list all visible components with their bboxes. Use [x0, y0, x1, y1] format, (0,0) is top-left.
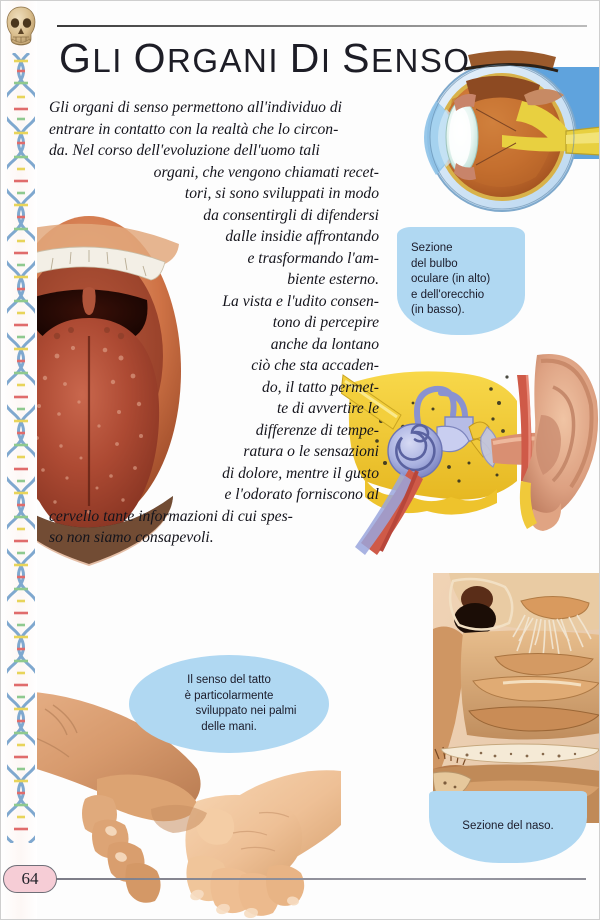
callout-line: Sezione del naso.	[462, 820, 554, 833]
body-line: entrare in contatto con la realtà che lo circon-	[49, 120, 339, 138]
callout-line: sviluppato nei palmi	[195, 705, 297, 717]
body-line: cervello tante informazioni di cui spes-	[49, 507, 293, 525]
body-line: ciò che sta accaden-	[251, 357, 379, 374]
page-number-badge: 64	[3, 865, 57, 893]
body-line: da. Nel corso dell'evoluzione dell'uomo tali	[49, 142, 320, 159]
body-line: do, il tatto permet-	[262, 378, 379, 396]
body-line: ratura o le sensazioni	[243, 443, 379, 460]
dna-helix-icon	[7, 53, 35, 843]
body-line: anche da lontano	[270, 335, 379, 353]
ear-cross-section-illustration	[341, 331, 600, 566]
body-line: da consentirgli di difendersi	[203, 206, 379, 224]
body-line: La vista e l'udito consen-	[222, 292, 379, 310]
body-line: di dolore, mentre il gusto	[222, 464, 379, 482]
callout-senso-del-tatto	[129, 655, 329, 753]
callout-line: oculare (in alto)	[411, 273, 491, 285]
body-line: so non siamo consapevoli.	[49, 529, 214, 546]
page-title: GLI ORGANI DI SENSO	[59, 35, 471, 81]
skull-icon	[4, 4, 38, 48]
article-body	[49, 97, 379, 549]
body-line: e trasformando l'am-	[247, 249, 379, 267]
body-line: biente esterno.	[287, 271, 379, 288]
callout-line: e dell'orecchio	[411, 288, 485, 301]
callout-sezione-del-naso	[429, 791, 587, 863]
callout-line: delle mani.	[201, 720, 257, 733]
body-line: differenze di tempe-	[255, 421, 379, 439]
callout-line: del bulbo	[411, 257, 458, 270]
callout-line: Il senso del tatto	[187, 674, 271, 686]
body-line: Gli organi di senso permettono all'individuo di	[49, 99, 342, 116]
callout-sezione-bulbo-oculare-orecchio	[397, 227, 525, 335]
body-line: organi, che vengono chiamati recet-	[153, 163, 379, 181]
callout-line: Sezione	[411, 242, 453, 254]
callout-line: è particolarmente	[184, 689, 274, 702]
body-line: tori, si sono sviluppati in modo	[184, 185, 379, 202]
header-rule	[57, 25, 587, 27]
body-line: dalle insidie affrontando	[225, 228, 379, 245]
callout-line: (in basso).	[411, 304, 465, 316]
body-line: te di avvertire le	[276, 400, 379, 417]
body-line: e l'odorato forniscono al	[224, 486, 379, 503]
body-line: tono di percepire	[272, 314, 379, 331]
footer-rule	[41, 878, 586, 880]
nose-cross-section-illustration	[433, 573, 600, 823]
